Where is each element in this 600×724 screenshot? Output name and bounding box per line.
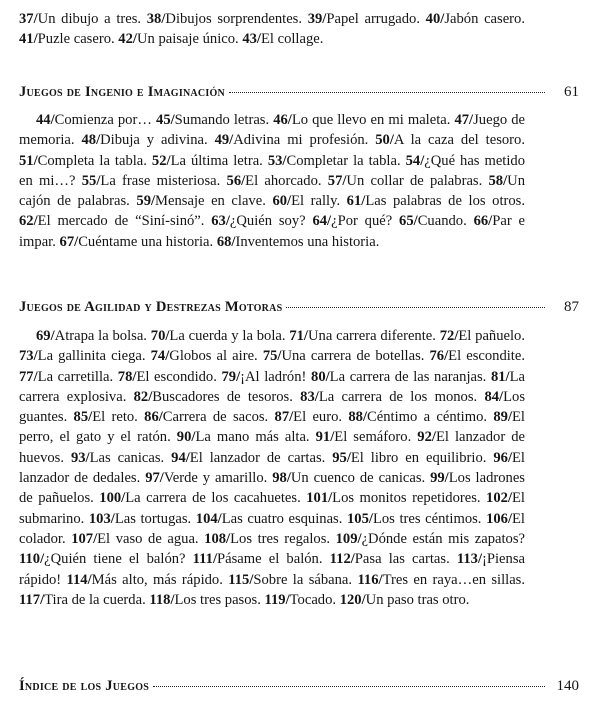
toc-entry[interactable] — [215, 132, 376, 148]
entry-title: A la caza del tesoro. — [393, 132, 525, 149]
entry-number: 42/ — [118, 31, 137, 48]
entry-title: ¿Quién soy? — [229, 213, 313, 230]
entry-title: Sumando letras. — [174, 112, 274, 128]
toc-entry[interactable] — [275, 409, 349, 425]
entry-title: La gallinita ciega. — [37, 348, 151, 365]
entry-title: El rally. — [291, 193, 347, 210]
toc-entry[interactable] — [336, 531, 525, 547]
entry-title: Par e impar. — [19, 213, 525, 250]
entry-title: El vaso de agua. — [97, 530, 205, 547]
entry-title: ¡Piensa rápido! — [19, 551, 525, 588]
toc-entry[interactable] — [71, 450, 171, 466]
toc-entry[interactable] — [193, 551, 330, 567]
entry-number: 93/ — [70, 449, 90, 466]
toc-entry[interactable] — [118, 369, 222, 385]
entry-title: Un paisaje único. — [136, 31, 243, 48]
toc-entry[interactable] — [89, 511, 196, 527]
entry-number: 64/ — [312, 213, 332, 230]
toc-entry[interactable] — [222, 369, 312, 385]
entry-title: El reto. — [92, 409, 145, 426]
toc-entry[interactable] — [328, 173, 489, 189]
entry-number: 39/ — [307, 11, 327, 27]
entry-title: Pasa las cartas. — [354, 551, 457, 568]
entry-number: 84/ — [484, 388, 504, 405]
toc-entry[interactable] — [156, 112, 273, 128]
section-title: Juegos de Ingenio e Imaginación — [19, 84, 226, 100]
entry-number: 97/ — [145, 470, 164, 487]
entry-number: 95/ — [332, 449, 351, 466]
entry-title: Carrera de sacos. — [162, 409, 275, 426]
entry-title: Un collar de palabras. — [346, 172, 489, 189]
entry-title: Tira de la cuerda. — [44, 591, 150, 608]
toc-entry[interactable] — [19, 213, 211, 229]
entry-number: 102/ — [486, 490, 512, 507]
toc-entry[interactable] — [19, 153, 152, 169]
entry-title: La carrera de los monos. — [318, 388, 485, 405]
entry-number: 110/ — [19, 551, 45, 568]
entry-number: 92/ — [417, 429, 436, 446]
entry-title: Verde y amarillo. — [163, 470, 273, 487]
entry-title: Atrapa la bolsa. — [54, 328, 151, 344]
toc-entry[interactable] — [300, 389, 484, 405]
entry-title: La carrera de los cacahuetes. — [125, 490, 307, 507]
entry-number: 66/ — [473, 213, 493, 230]
entry-title: El submarino. — [19, 490, 525, 527]
toc-entry[interactable] — [312, 213, 399, 229]
toc-entry[interactable] — [152, 153, 268, 169]
toc-entry[interactable] — [99, 490, 306, 506]
entry-number: 53/ — [267, 152, 287, 169]
entry-title: ¿Dónde están mis zapatos? — [361, 530, 525, 547]
dot-leader — [153, 686, 545, 687]
toc-entry[interactable] — [19, 31, 118, 47]
entry-title: Los ladrones de pañuelos. — [19, 470, 525, 507]
toc-entry[interactable] — [60, 234, 217, 250]
entry-title: ¡Al ladrón! — [240, 368, 312, 385]
entry-title: Dibujos sorprendentes. — [165, 11, 308, 27]
toc-entry[interactable] — [399, 213, 474, 229]
entry-title: El collage. — [260, 31, 324, 48]
toc-entry[interactable] — [217, 234, 380, 250]
entry-title: Sobre la sábana. — [253, 571, 358, 588]
entry-title: ¿Qué has metido en mi…? — [19, 152, 526, 189]
entry-number: 61/ — [346, 193, 366, 210]
entry-number: 98/ — [272, 470, 291, 487]
toc-entry[interactable] — [272, 470, 430, 486]
entry-title: Los monitos repetidores. — [332, 490, 487, 507]
entry-title: Las tortugas. — [114, 510, 196, 527]
entry-title: El lanzador de cartas. — [189, 449, 333, 466]
entry-number: 113/ — [456, 551, 483, 568]
toc-entry[interactable] — [171, 450, 332, 466]
entry-number: 114/ — [66, 571, 92, 588]
entry-title: Dibuja y adivina. — [100, 132, 215, 149]
entry-title: El semáforo. — [334, 429, 418, 446]
entry-number: 54/ — [405, 152, 425, 169]
toc-entry[interactable] — [134, 389, 301, 405]
entry-number: 55/ — [81, 172, 101, 189]
entry-number: 88/ — [348, 409, 367, 426]
entry-title: La carretilla. — [37, 368, 118, 385]
toc-entry[interactable] — [263, 348, 430, 364]
entry-number: 103/ — [88, 510, 115, 527]
toc-entry[interactable] — [332, 450, 493, 466]
entry-number: 70/ — [150, 328, 170, 344]
entry-number: 106/ — [486, 510, 513, 527]
toc-entry[interactable] — [347, 511, 486, 527]
entry-number: 117/ — [19, 591, 45, 608]
toc-entry[interactable] — [347, 193, 525, 209]
entry-title: Tres en raya…en sillas. — [382, 571, 526, 588]
toc-entry[interactable] — [145, 470, 272, 486]
entry-title: El ahorcado. — [245, 172, 328, 189]
toc-entry[interactable] — [19, 551, 193, 567]
entry-title: La última letra. — [170, 152, 268, 169]
entry-number: 45/ — [156, 112, 175, 128]
entry-title: El lanzador de huevos. — [19, 429, 525, 466]
toc-entry[interactable] — [151, 328, 290, 344]
toc-entry[interactable] — [426, 11, 525, 27]
toc-entry[interactable] — [308, 11, 426, 27]
entry-title: Un cajón de palabras. — [19, 172, 525, 210]
entry-number: 120/ — [339, 591, 366, 608]
entry-title: ¿Por qué? — [331, 213, 400, 230]
entry-number: 104/ — [195, 510, 222, 527]
entry-number: 69/ — [36, 328, 55, 344]
entry-title: La carrera de las naranjas. — [329, 368, 491, 385]
entry-title: Cuéntame una historia. — [78, 233, 217, 250]
toc-entry[interactable] — [340, 592, 470, 608]
entry-title: Pásame el balón. — [217, 551, 330, 568]
entry-number: 82/ — [133, 388, 153, 405]
section-title: Juegos de Agilidad y Destrezas Motoras — [19, 299, 283, 315]
entry-number: 65/ — [399, 213, 418, 230]
entry-title: Una carrera diferente. — [307, 328, 440, 344]
entry-title: Lo que llevo en mi maleta. — [291, 112, 455, 128]
entry-number: 119/ — [264, 591, 290, 608]
entries-block-agilidad — [19, 326, 525, 610]
toc-entry[interactable] — [144, 409, 274, 425]
toc-entry[interactable] — [19, 348, 151, 364]
entry-number: 41/ — [19, 31, 38, 48]
entry-number: 100/ — [99, 490, 126, 507]
toc-entry[interactable] — [242, 31, 323, 47]
entry-number: 99/ — [430, 470, 449, 487]
entry-title: Una carrera de botellas. — [281, 348, 430, 365]
entry-number: 107/ — [71, 530, 98, 547]
entry-number: 47/ — [454, 112, 474, 128]
entry-title: Puzle casero. — [37, 31, 119, 48]
section-heading-ingenio[interactable] — [19, 84, 579, 102]
toc-entry[interactable] — [211, 213, 312, 229]
entry-number: 77/ — [19, 368, 38, 385]
entry-title: Buscadores de tesoros. — [152, 388, 301, 405]
toc-entry[interactable] — [136, 193, 272, 209]
entry-title: La frase misteriosa. — [100, 172, 227, 189]
entry-number: 63/ — [211, 213, 230, 230]
page-number: 140 — [556, 678, 579, 694]
entry-number: 50/ — [375, 132, 394, 149]
entry-title: El perro, el gato y el ratón. — [19, 409, 525, 446]
entry-number: 74/ — [150, 348, 170, 365]
entry-title: El libro en equilibrio. — [350, 449, 494, 466]
toc-entry[interactable] — [348, 409, 493, 425]
entry-number: 118/ — [149, 591, 175, 608]
entry-number: 67/ — [59, 233, 79, 250]
toc-entry[interactable] — [228, 572, 357, 588]
entry-number: 57/ — [327, 172, 347, 189]
entry-title: El colador. — [19, 510, 525, 547]
entry-title: Juego de memoria. — [19, 112, 525, 149]
entry-number: 115/ — [228, 571, 254, 588]
entry-title: Más alto, más rápido. — [91, 571, 229, 588]
entry-title: Los tres regalos. — [230, 530, 336, 547]
entry-number: 112/ — [329, 551, 355, 568]
entry-number: 40/ — [425, 11, 445, 27]
entry-number: 58/ — [488, 172, 508, 189]
page-number: 61 — [564, 84, 579, 100]
entry-number: 105/ — [347, 510, 373, 527]
entry-number: 56/ — [226, 172, 246, 189]
entry-number: 72/ — [439, 328, 459, 344]
entry-number: 68/ — [216, 233, 236, 250]
entry-title: ¿Quién tiene el balón? — [44, 551, 193, 568]
entry-number: 44/ — [36, 112, 55, 128]
toc-entry[interactable] — [430, 348, 526, 364]
entry-title: El lanzador de dedales. — [19, 449, 525, 487]
toc-entry[interactable] — [151, 348, 263, 364]
toc-entry[interactable] — [289, 328, 439, 344]
entry-number: 116/ — [357, 571, 383, 588]
entry-number: 52/ — [151, 152, 171, 169]
entry-title: Un paso tras otro. — [365, 591, 470, 608]
entry-title: Completa la tabla. — [37, 152, 152, 169]
entry-number: 111/ — [192, 551, 218, 568]
entry-number: 37/ — [19, 11, 38, 27]
toc-entry[interactable] — [330, 551, 457, 567]
toc-entry[interactable] — [316, 429, 418, 445]
toc-entry[interactable] — [19, 592, 149, 608]
entry-title: Céntimo a céntimo. — [367, 409, 494, 426]
entry-number: 71/ — [289, 328, 308, 344]
entry-number: 43/ — [242, 31, 261, 48]
entry-title: Un dibujo a tres. — [37, 11, 147, 27]
entry-title: Las cuatro esquinas. — [221, 510, 347, 527]
section-heading-agilidad[interactable] — [19, 299, 579, 317]
entry-number: 83/ — [300, 388, 319, 405]
entry-title: Los tres céntimos. — [372, 510, 487, 527]
toc-entry[interactable] — [177, 429, 316, 445]
entry-number: 109/ — [335, 530, 362, 547]
entry-number: 85/ — [73, 409, 93, 426]
toc-entry[interactable] — [36, 112, 156, 128]
entry-number: 49/ — [214, 132, 234, 149]
toc-entry[interactable] — [375, 132, 525, 148]
entry-title: La mano más alta. — [195, 429, 316, 446]
entry-title: La cuerda y la bola. — [169, 328, 290, 344]
entry-number: 73/ — [19, 348, 38, 365]
toc-entry[interactable] — [19, 11, 147, 27]
toc-entry[interactable] — [272, 193, 346, 209]
toc-entry[interactable] — [268, 153, 406, 169]
entry-number: 48/ — [81, 132, 101, 149]
entry-number: 46/ — [273, 112, 292, 128]
toc-entry[interactable] — [440, 328, 525, 344]
entry-number: 101/ — [306, 490, 333, 507]
toc-entry[interactable] — [196, 511, 347, 527]
toc-entry[interactable] — [273, 112, 454, 128]
section-heading-indice[interactable] — [19, 678, 579, 696]
toc-entry[interactable] — [81, 132, 214, 148]
entry-title: Las palabras de los otros. — [365, 193, 525, 210]
entry-number: 108/ — [204, 530, 231, 547]
entry-title: Tocado. — [289, 591, 340, 608]
entry-number: 86/ — [144, 409, 163, 426]
entry-title: La carrera explosiva. — [19, 368, 525, 405]
entry-title: Comienza por… — [54, 112, 157, 128]
entry-title: Los guantes. — [19, 388, 525, 426]
entry-title: El escondite. — [448, 348, 525, 365]
entries-block-top — [19, 9, 525, 50]
entry-title: El euro. — [293, 409, 349, 426]
entry-number: 80/ — [311, 368, 330, 385]
entry-number: 38/ — [146, 11, 166, 27]
entry-number: 79/ — [221, 368, 241, 385]
section-title: Índice de los Juegos — [19, 678, 150, 694]
toc-entry[interactable] — [118, 31, 242, 47]
entry-number: 51/ — [19, 152, 38, 169]
entry-number: 90/ — [176, 429, 196, 446]
entry-number: 75/ — [262, 348, 282, 365]
entry-title: Cuando. — [417, 213, 474, 230]
entry-number: 91/ — [315, 429, 335, 446]
toc-entry[interactable] — [311, 369, 491, 385]
entry-title: Adivina mi profesión. — [233, 132, 376, 149]
entry-title: El pañuelo. — [458, 328, 525, 344]
entry-number: 94/ — [171, 449, 190, 466]
entry-number: 78/ — [117, 368, 137, 385]
toc-entry[interactable] — [67, 572, 229, 588]
entry-title: El mercado de “Siní-sinó”. — [37, 213, 212, 230]
entry-title: Mensaje en clave. — [155, 193, 273, 210]
entry-number: 59/ — [136, 193, 156, 210]
toc-entry[interactable] — [149, 592, 264, 608]
toc-entry[interactable] — [19, 369, 118, 385]
entry-number: 87/ — [274, 409, 294, 426]
entries-block-ingenio — [19, 110, 525, 252]
entry-title: Un cuenco de canicas. — [290, 470, 431, 487]
entry-number: 81/ — [490, 368, 510, 385]
toc-entry[interactable] — [204, 531, 335, 547]
entry-number: 89/ — [493, 409, 512, 426]
entry-title: Los tres pasos. — [174, 591, 265, 608]
toc-entry[interactable] — [357, 572, 525, 588]
entry-title: Globos al aire. — [169, 348, 263, 365]
toc-entry[interactable] — [147, 11, 308, 27]
toc-entry[interactable] — [36, 328, 151, 344]
entry-title: Las canicas. — [89, 449, 172, 466]
toc-entry[interactable] — [265, 592, 340, 608]
entry-title: Papel arrugado. — [326, 11, 426, 27]
entry-number: 62/ — [19, 213, 38, 230]
dot-leader — [286, 307, 545, 308]
page-number: 87 — [564, 299, 579, 315]
entry-title: El escondido. — [136, 368, 222, 385]
toc-entry[interactable] — [306, 490, 486, 506]
entry-number: 60/ — [272, 193, 292, 210]
entry-number: 76/ — [429, 348, 449, 365]
entry-title: Inventemos una historia. — [235, 233, 380, 250]
toc-entry[interactable] — [74, 409, 145, 425]
entry-title: Completar la tabla. — [286, 152, 406, 169]
toc-entry[interactable] — [227, 173, 328, 189]
dot-leader — [229, 92, 545, 93]
entry-title: Jabón casero. — [444, 11, 525, 27]
toc-entry[interactable] — [82, 173, 227, 189]
entry-number: 96/ — [493, 449, 512, 466]
toc-entry[interactable] — [71, 531, 204, 547]
